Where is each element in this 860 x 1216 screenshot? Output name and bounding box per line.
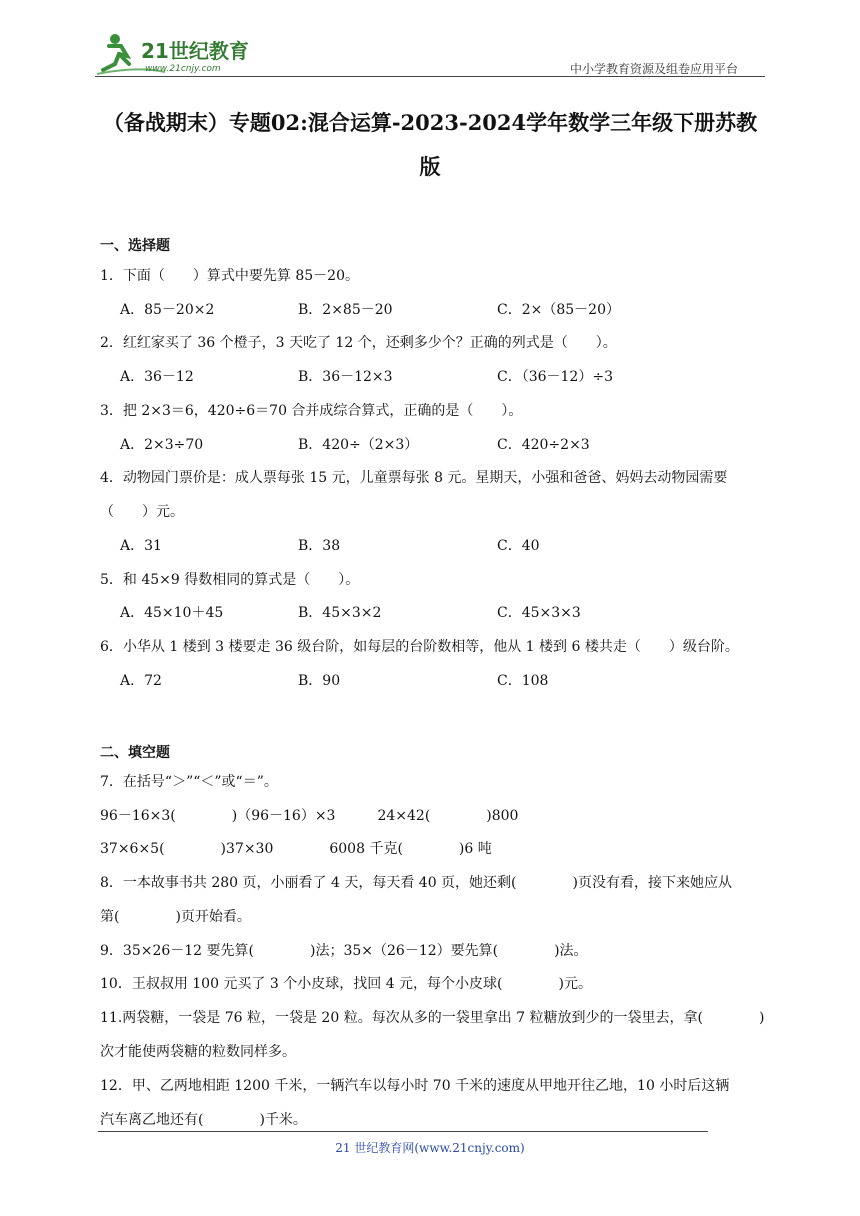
fill-line-11: 汽车离乙地还有( )千米。 (100, 1112, 307, 1128)
option-6c: C．108 (497, 673, 549, 689)
logo-sub-text: www.21cnjy.com (145, 64, 221, 74)
option-1c: C．2×（85－20） (497, 302, 620, 318)
fill-line-1: 7．在括号“＞”“＜”或“＝”。 (100, 774, 278, 790)
option-2a: A．36－12 (120, 369, 194, 385)
option-4b: B．38 (298, 538, 341, 554)
page-title-line-2: 版 (419, 154, 441, 179)
fill-line-5: 第( )页开始看。 (100, 909, 251, 925)
option-4c: C．40 (497, 538, 540, 554)
option-1a: A．85－20×2 (120, 302, 215, 318)
question-5: 5．和 45×9 得数相同的算式是（ ）。 (100, 572, 360, 588)
platform-name: 中小学教育资源及组卷应用平台 (570, 62, 739, 76)
option-2b: B．36－12×3 (298, 369, 393, 385)
fill-line-2: 96－16×3( )（96－16）×3 24×42( )800 (100, 808, 519, 824)
option-3c: C．420÷2×3 (497, 437, 590, 453)
option-2c: C．（36－12）÷3 (497, 369, 613, 385)
question-4: 4．动物园门票价是：成人票每张 15 元，儿童票每张 8 元。星期天，小强和爸爸、妈妈去动物园需要 (100, 470, 728, 486)
question-1: 1．下面（ ）算式中要先算 85－20。 (100, 268, 359, 284)
header-divider (95, 76, 765, 77)
page-title-line-1: （备战期末）专题02:混合运算-2023-2024学年数学三年级下册苏教 (102, 110, 758, 135)
question-3: 3．把 2×3＝6，420÷6＝70 合并成综合算式，正确的是（ ）。 (100, 403, 523, 419)
runner-logo-icon (95, 30, 265, 76)
option-1b: B．2×85－20 (298, 302, 393, 318)
fill-line-4: 8．一本故事书共 280 页，小丽看了 4 天，每天看 40 页，她还剩( )页没有看，接下来她应从 (100, 875, 732, 891)
option-6b: B．90 (298, 673, 341, 689)
question-4-cont: （ ）元。 (100, 504, 184, 520)
option-4a: A．31 (120, 538, 162, 554)
logo-main-text: 21世纪教育 (141, 39, 249, 63)
question-2: 2．红红家买了 36 个橙子，3 天吃了 12 个，还剩多少个？正确的列式是（ ）。 (100, 335, 617, 351)
section-heading-fill: 二、填空题 (100, 745, 170, 761)
fill-line-7: 10．王叔叔用 100 元买了 3 个小皮球，找回 4 元，每个小皮球( )元。 (100, 976, 592, 992)
fill-line-3: 37×6×5( )37×30 6008 千克( )6 吨 (100, 841, 492, 857)
fill-line-6: 9．35×26－12 要先算( )法；35×（26－12）要先算( )法。 (100, 943, 588, 959)
option-3b: B．420÷（2×3） (298, 437, 419, 453)
footer-link[interactable]: 21 世纪教育网(www.21cnjy.com) (335, 1141, 525, 1155)
section-heading-choice: 一、选择题 (100, 238, 170, 254)
fill-line-9: 次才能使两袋糖的粒数同样多。 (100, 1044, 296, 1060)
question-6: 6．小华从 1 楼到 3 楼要走 36 级台阶，如每层的台阶数相等，他从 1 楼到 6 楼共走（ ）级台阶。 (100, 639, 739, 655)
fill-line-8: 11.两袋糖，一袋是 76 粒，一袋是 20 粒。每次从多的一袋里拿出 7 粒糖放到少的一袋里去，拿( ) (100, 1010, 765, 1026)
option-6a: A．72 (120, 673, 162, 689)
fill-line-10: 12．甲、乙两地相距 1200 千米，一辆汽车以每小时 70 千米的速度从甲地开往乙地，10 小时后这辆 (100, 1078, 730, 1094)
footer-divider (98, 1131, 708, 1132)
option-5a: A．45×10＋45 (120, 605, 224, 621)
option-5b: B．45×3×2 (298, 605, 382, 621)
option-5c: C．45×3×3 (497, 605, 581, 621)
site-logo (95, 30, 265, 76)
option-3a: A．2×3÷70 (120, 437, 204, 453)
